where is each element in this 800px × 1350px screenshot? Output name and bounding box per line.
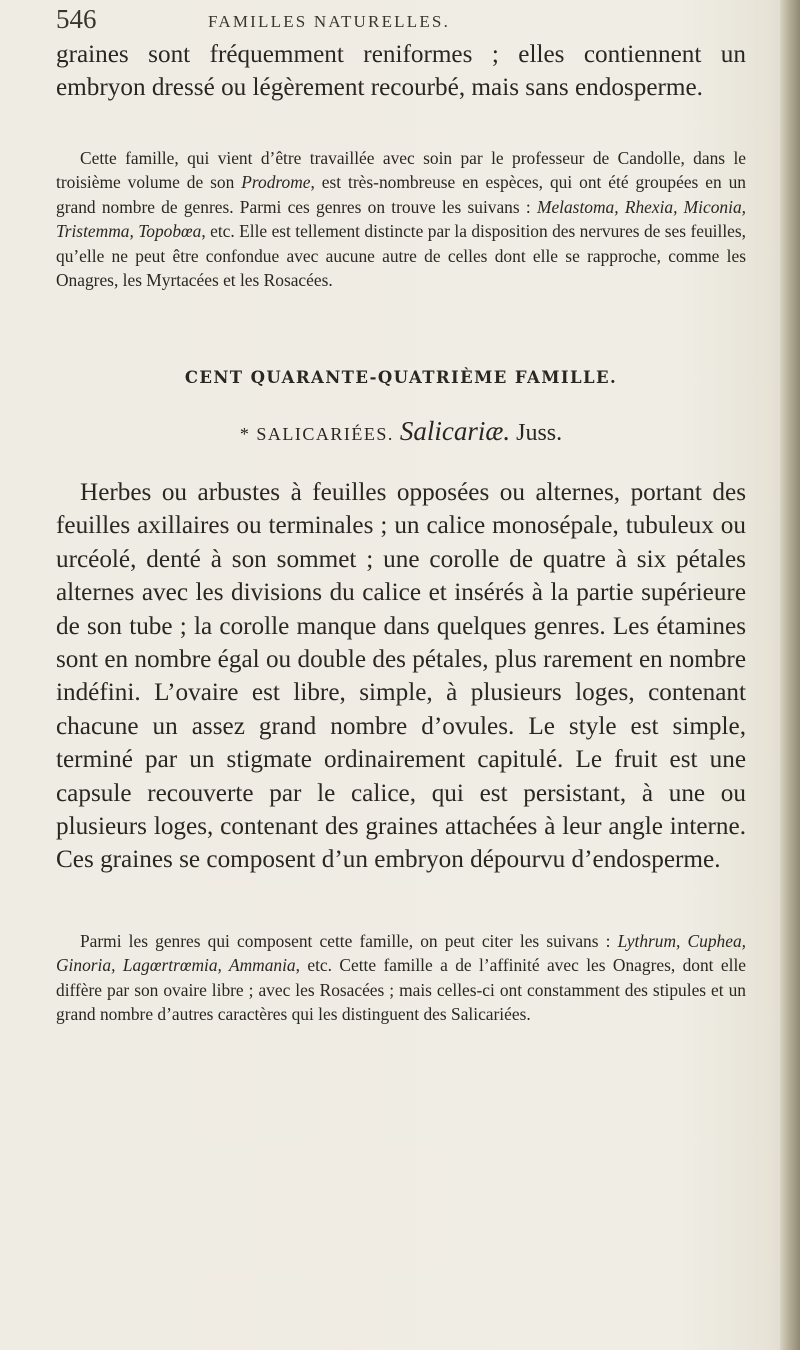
family-latin-name: Salicariæ. [399, 416, 511, 446]
note2-text-b: , etc. Cette famille a de l’affinité avec les Onagres, dont elle diffère par son ovaire libre ; avec les Rosacées ; mais celles-ci ont constamment des stipules et un grand nombre d’autres caractères qui les distinguent des Salicariées. [56, 955, 747, 1025]
note1-text-b: , est très-nombreuse en espèces, qui ont été groupées en un grand nombre de genres. Parmi ces genres on trouve les suivans : [56, 172, 747, 217]
note1-text-c: , etc. Elle est tellement distincte par la disposition des nervures de ses feuilles, qu’elle ne peut être confondue avec aucune autre de celles dont elle se rapproche, comme les Onagres, les Myrtacées et les Rosacées. [56, 221, 746, 291]
page-header [56, 4, 756, 38]
note1-prodrome: Prodrome [241, 172, 311, 193]
family-name-line [56, 416, 746, 447]
running-title: FAMILLES NATURELLES. [208, 12, 451, 31]
family-heading: CENT QUARANTE-QUATRIÈME FAMILLE. [184, 368, 618, 387]
note-melastomacees [56, 146, 746, 292]
family-french-name: * SALICARIÉES. [239, 424, 394, 444]
note1-genera: Melastoma, Rhexia, Miconia, Tristemma, Topobœa [56, 196, 746, 242]
family-author: Juss. [516, 420, 563, 446]
note1-text-a: Cette famille, qui vient d’être travaillée avec soin par le professeur de Candolle, dans le troisième volume de son [56, 148, 746, 193]
intro-paragraph: graines sont fréquemment reniformes ; elles contiennent un embryon dressé ou légèrement recourbé, mais sans endosperme. [56, 41, 746, 101]
note-salicariees [56, 929, 746, 1027]
family-description: Herbes ou arbustes à feuilles opposées ou alternes, portant des feuilles axillaires ou terminales ; un calice monosépale, tubuleux ou urcéolé, denté à son sommet ; une corolle de quatre à six pétales alternes avec les divisions du calice et insérés à la partie supérieure de son tube ; la corolle manque dans quelques genres. Les étamines sont en nombre égal ou double des pétales, plus rarement en nombre indéfini. L’ovaire est libre, simple, à plusieurs loges, contenant chacune un assez grand nombre d’ovules. Le style est simple, terminé par un stigmate ordinairement capitulé. Le fruit est une capsule recouverte par le calice, qui est persistant, à une ou plusieurs loges, contenant des graines attachées à leur angle interne. Ces graines se composent d’un embryon dépourvu d’endosperme. [56, 479, 746, 874]
page-number: 546 [56, 4, 97, 34]
note2-genera: Lythrum, Cuphea, Ginoria, Lagœrtrœmia, Ammania [56, 931, 746, 976]
note2-text-a: Parmi les genres qui composent cette famille, on peut citer les suivans : [80, 931, 618, 951]
page-edge-shadow [780, 0, 800, 1350]
